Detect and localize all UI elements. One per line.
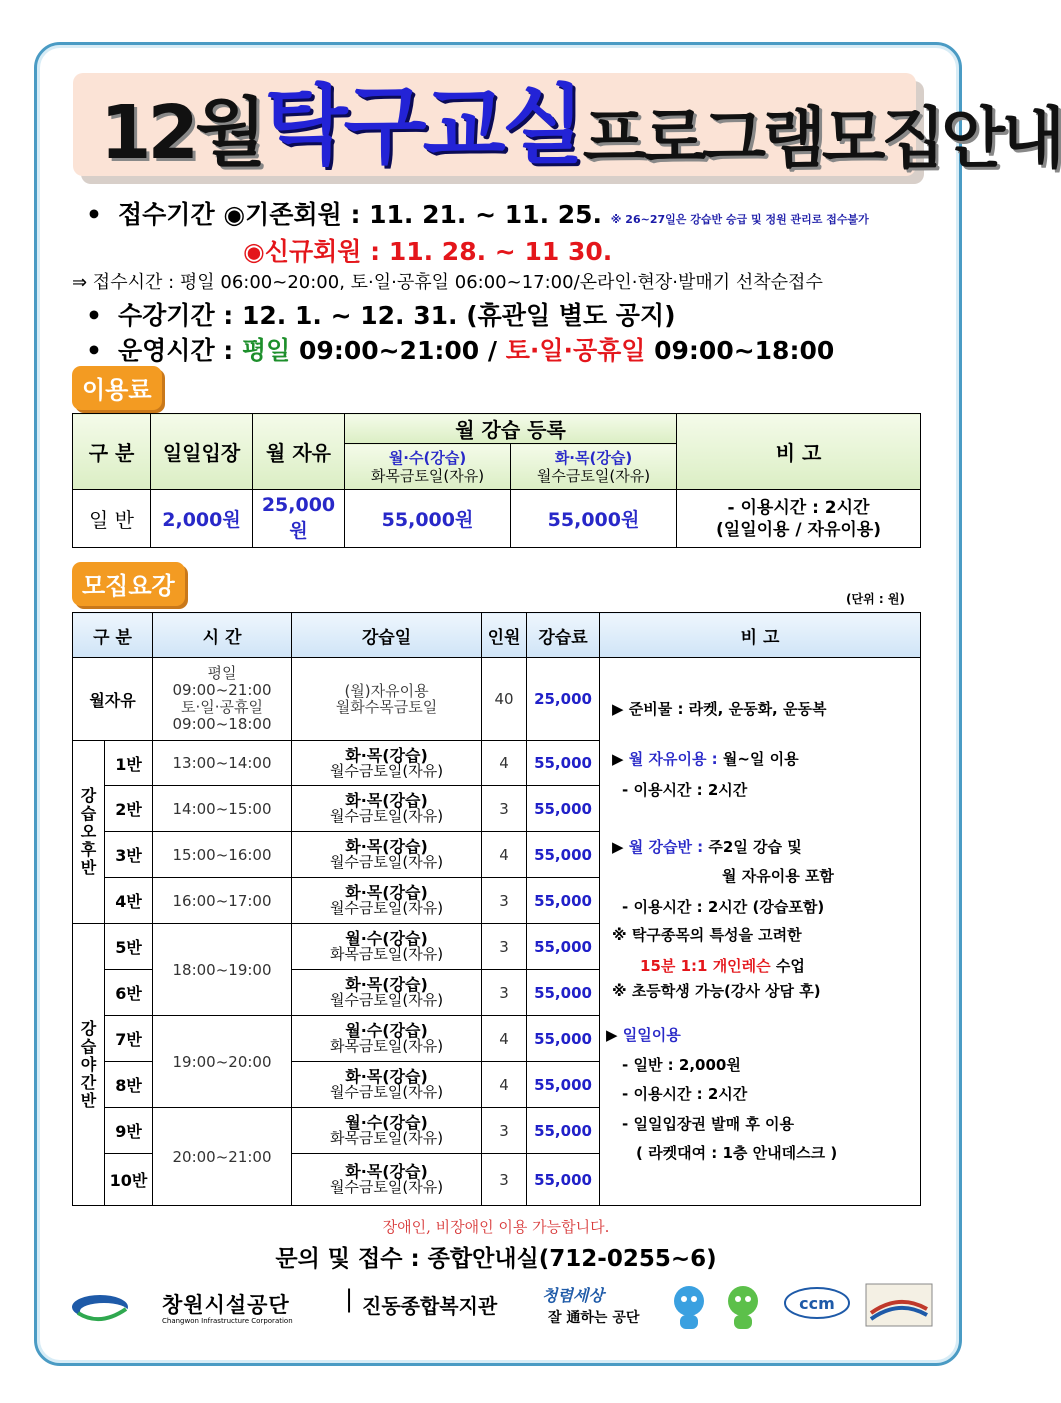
class-label: 3반	[105, 832, 153, 878]
class-days	[292, 924, 482, 970]
registration-line: • 접수기간 ◉기존회원 : 11. 21. ~ 11. 25. ※ 26~27일은 강습반 승급 및 정원 관리로 접수불가	[86, 200, 869, 229]
fee-monthly: 25,000원	[253, 490, 345, 548]
class-days-b: 화목금토일(자유)	[329, 1037, 444, 1055]
class-days-a: 화·목(강습)	[345, 745, 428, 765]
hours-weekday-time: 09:00~21:00 /	[290, 336, 506, 365]
class-days	[292, 1062, 482, 1108]
certification-logo-icon	[865, 1283, 933, 1327]
fee-sub2-a: 화·목(강습)	[554, 448, 633, 467]
note-daily	[606, 1024, 681, 1045]
gyeongnam-logo-icon	[70, 1287, 150, 1329]
registration-existing-note: ※ 26~27일은 강습반 승급 및 정원 관리로 접수불가	[610, 213, 869, 226]
rec-free-days2: 월화수목금토일	[335, 698, 438, 716]
course-period-text: 수강기간 : 12. 1. ~ 12. 31. (휴관일 별도 공지)	[118, 301, 676, 330]
fee-table	[72, 413, 921, 548]
class-days-a: 월·수(강습)	[345, 1021, 428, 1040]
org1-name: 창원시설공단	[162, 1293, 290, 1317]
class-cap: 3	[482, 786, 527, 832]
class-days	[292, 1108, 482, 1154]
class-label: 8반	[105, 1062, 153, 1108]
class-days-b: 월수금토일(자유)	[329, 807, 444, 825]
note-private-text: 수업	[770, 957, 805, 975]
fee-lesson2: 55,000원	[511, 490, 677, 548]
note-time1: - 이용시간 : 2시간	[622, 781, 748, 799]
note-daily-general: - 일반 : 2,000원	[622, 1056, 741, 1074]
slogan-main: 청렴세상	[542, 1286, 604, 1305]
class-fee: 55,000	[527, 741, 600, 786]
fee-section-badge: 이용료	[72, 366, 162, 410]
class-time: 19:00~20:00	[153, 1016, 292, 1108]
class-fee: 55,000	[527, 1062, 600, 1108]
rec-free-days1: (월)자유이용	[344, 682, 429, 700]
class-label: 2반	[105, 786, 153, 832]
rec-free-fee: 25,000	[527, 658, 600, 741]
rec-free-time3: 토·일·공휴일	[181, 698, 264, 716]
rec-h-note: 비 고	[600, 613, 921, 658]
note-private-red: 15분 1:1 개인레슨	[640, 957, 771, 975]
registration-existing: ◉기존회원 : 11. 21. ~ 11. 25.	[223, 200, 603, 229]
mascot-green-icon	[722, 1283, 764, 1331]
hours-weekend: 토·일·공휴일	[505, 336, 646, 365]
accessibility-note: 장애인, 비장애인 이용 가능합니다.	[382, 1218, 610, 1236]
class-days	[292, 878, 482, 924]
class-cap: 4	[482, 832, 527, 878]
class-label: 4반	[105, 878, 153, 924]
note-monthly-free-arrow: ▶	[612, 750, 629, 768]
note-feature: ※ 탁구종목의 특성을 고려한	[612, 926, 802, 944]
registration-label: 접수기간	[118, 200, 215, 229]
class-cap: 3	[482, 1108, 527, 1154]
fee-lesson1: 55,000원	[345, 490, 511, 548]
course-period: • 수강기간 : 12. 1. ~ 12. 31. (휴관일 별도 공지)	[86, 301, 676, 330]
class-days-a: 화·목(강습)	[345, 837, 428, 856]
class-days-b: 화목금토일(자유)	[329, 945, 444, 963]
note-monthly-free	[612, 748, 799, 769]
logo-bar	[70, 1283, 936, 1333]
hours-weekday: 평일	[242, 336, 291, 365]
org-divider: |	[345, 1285, 354, 1313]
class-days-b: 월수금토일(자유)	[329, 853, 444, 871]
class-fee: 55,000	[527, 1154, 600, 1206]
ccm-text: ccm	[799, 1294, 835, 1313]
class-fee: 55,000	[527, 1016, 600, 1062]
fee-h-note: 비 고	[677, 414, 921, 490]
rec-free-days	[292, 658, 482, 741]
note-daily-title: 일일이용	[622, 1026, 681, 1044]
class-label: 5반	[105, 924, 153, 970]
note-prep: ▶ 준비물 : 라켓, 운동화, 운동복	[612, 700, 827, 718]
fee-daily: 2,000원	[151, 490, 253, 548]
class-fee: 55,000	[527, 878, 600, 924]
class-fee: 55,000	[527, 786, 600, 832]
group-afternoon: 강습 오후반	[73, 741, 105, 924]
fee-note2: (일일이용 / 자유이용)	[716, 519, 881, 540]
registration-new: ◉신규회원 : 11. 28. ~ 11 30.	[243, 237, 613, 266]
class-days-a: 화·목(강습)	[345, 791, 428, 810]
note-lesson-incl: 월 자유이용 포함	[722, 867, 834, 885]
class-time: 18:00~19:00	[153, 924, 292, 1016]
ccm-logo-icon	[782, 1285, 852, 1327]
title-rest: 프로그램모집안내	[582, 100, 1061, 177]
note-daily-ticket: - 일일입장권 발매 후 이용	[622, 1115, 795, 1133]
class-days	[292, 1154, 482, 1206]
hours-weekend-time: 09:00~18:00	[645, 336, 835, 365]
class-time: 15:00~16:00	[153, 832, 292, 878]
note-monthly-free-text: 월~일 이용	[722, 750, 799, 768]
fee-sub2	[511, 444, 677, 490]
class-days-a: 화·목(강습)	[345, 975, 428, 994]
class-days-b: 월수금토일(자유)	[329, 991, 444, 1009]
class-days-b: 월수금토일(자유)	[329, 1083, 444, 1101]
note-lesson-arrow: ▶	[612, 838, 629, 856]
rec-free-time2: 09:00~21:00	[172, 681, 272, 699]
fee-sub2-b: 월수금토일(자유)	[536, 466, 651, 485]
class-fee: 55,000	[527, 832, 600, 878]
class-cap: 4	[482, 741, 527, 786]
class-time: 13:00~14:00	[153, 741, 292, 786]
class-label: 1반	[105, 741, 153, 786]
class-days-a: 화·목(강습)	[345, 883, 428, 902]
class-days-a: 월·수(강습)	[345, 1113, 428, 1132]
class-days-a: 월·수(강습)	[345, 929, 428, 948]
recruit-section-badge: 모집요강	[72, 562, 185, 606]
class-days-b: 월수금토일(자유)	[329, 899, 444, 917]
class-cap: 4	[482, 1062, 527, 1108]
rec-free-cap: 40	[482, 658, 527, 741]
class-cap: 3	[482, 970, 527, 1016]
note-monthly-free-title: 월 자유이용 :	[628, 750, 723, 768]
fee-sub1-a: 월·수(강습)	[388, 448, 467, 467]
rec-notes	[600, 658, 921, 1206]
class-fee: 55,000	[527, 970, 600, 1016]
slogan-sub: 잘 通하는 공단	[548, 1310, 640, 1326]
fee-sub1-b: 화목금토일(자유)	[370, 466, 485, 485]
class-days-a: 화·목(강습)	[345, 1067, 428, 1086]
title-class: 탁구교실	[264, 76, 581, 176]
note-elementary: ※ 초등학생 가능(강사 상담 후)	[612, 982, 821, 1000]
class-label: 9반	[105, 1108, 153, 1154]
fee-h-lesson: 월 강습 등록	[345, 414, 677, 444]
class-days-a: 화·목(강습)	[345, 1162, 428, 1181]
class-time: 14:00~15:00	[153, 786, 292, 832]
note-racket: ( 라켓대여 : 1층 안내데스크 )	[636, 1144, 838, 1162]
class-days	[292, 1016, 482, 1062]
rec-h-time: 시 간	[153, 613, 292, 658]
fee-row-label: 일 반	[73, 490, 151, 548]
class-fee: 55,000	[527, 1108, 600, 1154]
class-days	[292, 832, 482, 878]
org1-en: Changwon Infrastructure Corporation	[162, 1317, 293, 1325]
registration-time-note: ⇒ 접수시간 : 평일 06:00~20:00, 토·일·공휴일 06:00~17:00/온라인·현장·발매기 선착순접수	[72, 272, 823, 293]
class-label: 7반	[105, 1016, 153, 1062]
contact-info: 문의 및 접수 : 종합안내실(712-0255~6)	[275, 1246, 717, 1272]
class-cap: 4	[482, 1016, 527, 1062]
unit-label: (단위 : 원)	[846, 592, 905, 606]
class-days	[292, 741, 482, 786]
class-time: 20:00~21:00	[153, 1108, 292, 1206]
class-time: 16:00~17:00	[153, 878, 292, 924]
class-days-b: 월수금토일(자유)	[329, 1178, 444, 1196]
recruit-table	[72, 612, 921, 1206]
rec-free-time	[153, 658, 292, 741]
org2-name: 진동종합복지관	[362, 1294, 498, 1318]
note-time2: - 이용시간 : 2시간 (강습포함)	[622, 898, 825, 916]
fee-h-daily: 일일입장	[151, 414, 253, 490]
class-label: 10반	[105, 1154, 153, 1206]
note-daily-arrow: ▶	[606, 1026, 623, 1044]
fee-h-div: 구 분	[73, 414, 151, 490]
class-cap: 3	[482, 1154, 527, 1206]
class-days-b: 월수금토일(자유)	[329, 761, 444, 780]
note-daily-time: - 이용시간 : 2시간	[622, 1085, 748, 1103]
fee-h-monthly: 월 자유	[253, 414, 345, 490]
rec-h-days: 강습일	[292, 613, 482, 658]
note-lesson-title: 월 강습반 :	[628, 838, 709, 856]
note-lesson	[612, 836, 802, 857]
class-fee: 55,000	[527, 924, 600, 970]
class-days-b: 화목금토일(자유)	[329, 1129, 444, 1147]
fee-note1: - 이용시간 : 2시간	[727, 497, 870, 518]
fee-note	[677, 490, 921, 548]
rec-h-div: 구 분	[73, 613, 153, 658]
rec-free-time1: 평일	[207, 664, 237, 682]
title-month: 12월	[100, 90, 263, 176]
rec-free-time4: 09:00~18:00	[172, 715, 272, 733]
fee-sub1	[345, 444, 511, 490]
mascot-blue-icon	[668, 1283, 710, 1331]
class-cap: 3	[482, 924, 527, 970]
class-label: 6반	[105, 970, 153, 1016]
rec-h-cap: 인원	[482, 613, 527, 658]
rec-free-label: 월자유	[73, 658, 153, 741]
group-evening: 강습 야간반	[73, 924, 105, 1206]
operating-hours: • 운영시간 : 평일 09:00~21:00 / 토·일·공휴일 09:00~18:00	[86, 336, 835, 365]
class-days	[292, 970, 482, 1016]
class-days	[292, 786, 482, 832]
note-lesson-text: 주2일 강습 및	[708, 838, 802, 856]
class-cap: 3	[482, 878, 527, 924]
rec-h-fee: 강습료	[527, 613, 600, 658]
page-title	[100, 76, 1061, 180]
note-private	[640, 955, 805, 976]
hours-label: 운영시간 :	[118, 336, 243, 365]
